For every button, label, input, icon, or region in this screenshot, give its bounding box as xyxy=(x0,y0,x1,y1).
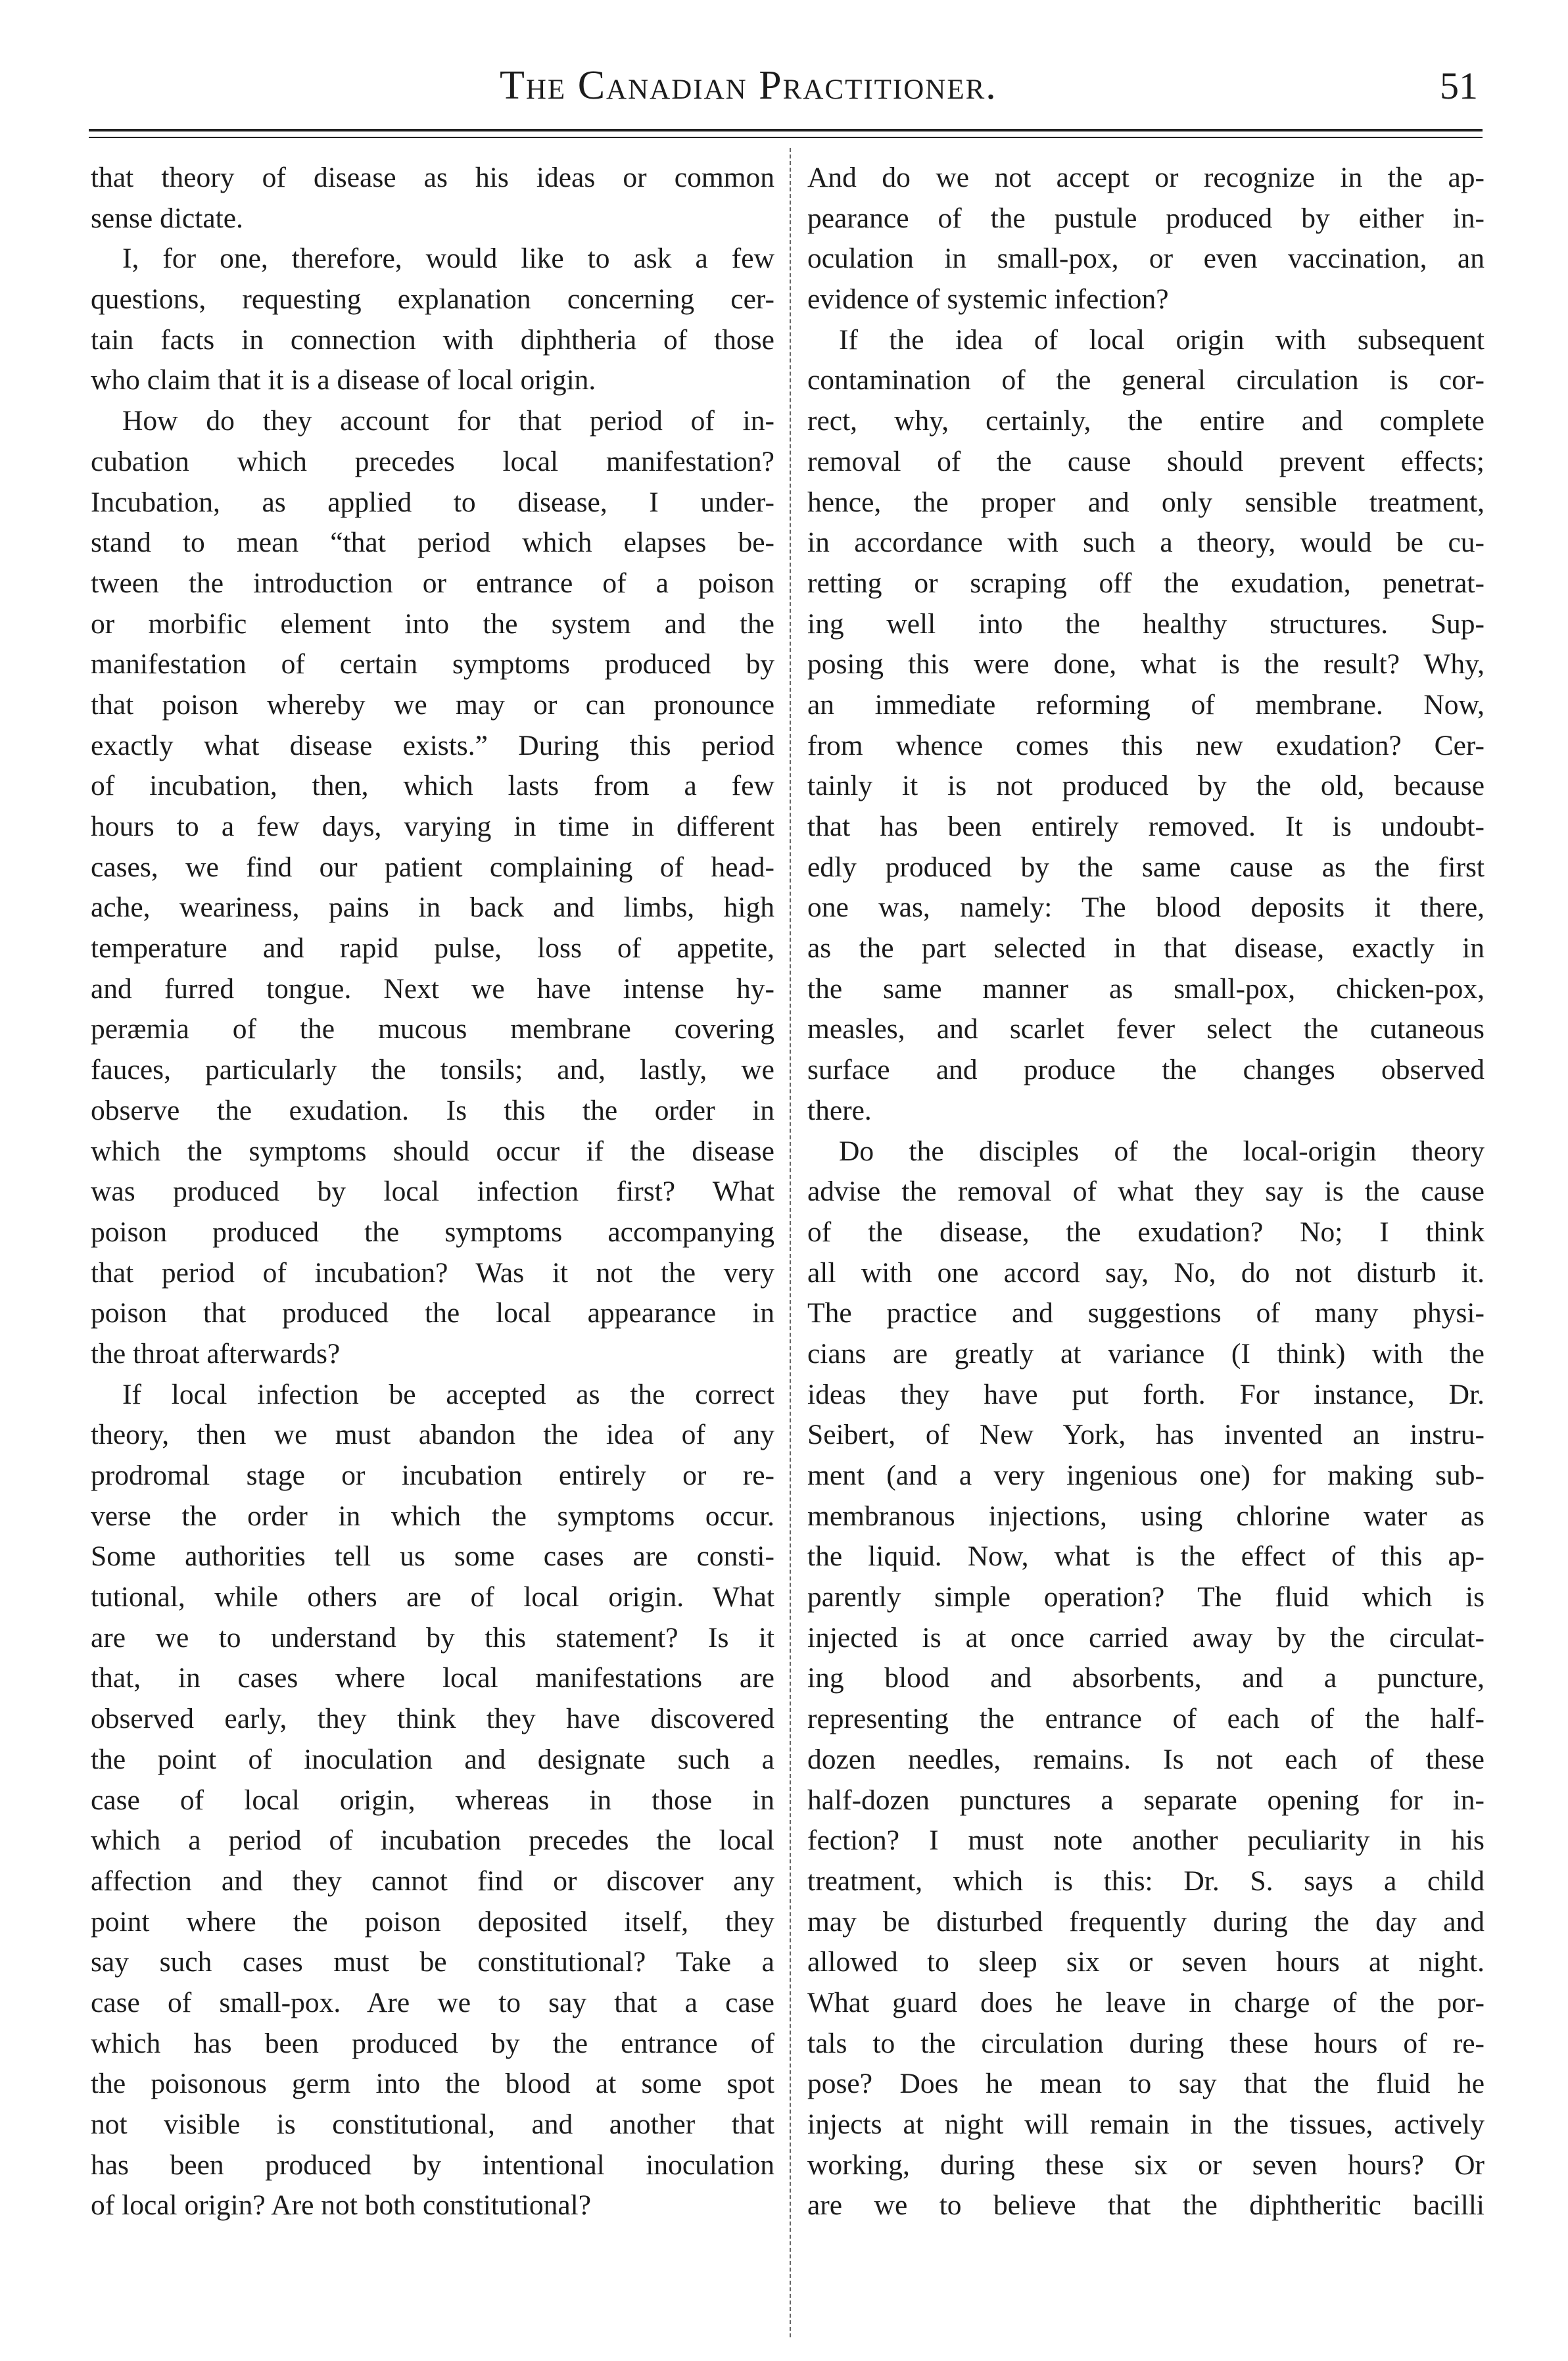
text-line: that, in cases where local manifestations are xyxy=(91,1662,774,1694)
text-line: which has been produced by the entrance of xyxy=(91,2027,774,2059)
text-line: verse the order in which the symptoms occur. xyxy=(91,1500,774,1532)
text-line: ing blood and absorbents, and a puncture, xyxy=(807,1662,1485,1694)
paragraph xyxy=(807,158,1485,320)
text-line: tainly it is not produced by the old, because xyxy=(807,770,1485,802)
text-line: and furred tongue. Next we have intense hy- xyxy=(91,972,774,1005)
text-line: as the part selected in that disease, exactly in xyxy=(807,932,1485,965)
left-column xyxy=(91,158,774,2226)
text-line: membranous injections, using chlorine water as xyxy=(807,1500,1485,1532)
text-line: the throat afterwards? xyxy=(91,1337,341,1370)
text-line: retting or scraping off the exudation, penetrat- xyxy=(807,567,1485,599)
text-line: was produced by local infection first? What xyxy=(91,1176,774,1208)
text-line: in accordance with such a theory, would be cu- xyxy=(807,527,1485,559)
text-line: which a period of incubation precedes the local xyxy=(91,1824,774,1857)
text-line: working, during these six or seven hours? Or xyxy=(807,2149,1485,2181)
text-line: that has been entirely removed. It is undoubt- xyxy=(807,811,1485,842)
text-line: the liquid. Now, what is the effect of this ap- xyxy=(807,1540,1485,1573)
text-line: not visible is constitutional, and another that xyxy=(91,2109,774,2140)
text-line: edly produced by the same cause as the first xyxy=(807,851,1485,883)
text-line: rect, why, certainly, the entire and complete xyxy=(807,405,1485,437)
text-line: pose? Does he mean to say that the fluid he xyxy=(807,2068,1485,2100)
text-line: Do the disciples of the local-origin theory xyxy=(839,1135,1485,1167)
text-line: tween the introduction or entrance of a poison xyxy=(91,567,774,599)
text-line: peræmia of the mucous membrane covering xyxy=(91,1013,774,1045)
text-line: advise the removal of what they say is the cause xyxy=(807,1176,1485,1208)
paragraph xyxy=(91,158,774,239)
text-line: from whence comes this new exudation? Cer- xyxy=(807,729,1485,761)
text-line: that period of incubation? Was it not the very xyxy=(91,1256,774,1289)
text-line: that poison whereby we may or can pronounce xyxy=(91,688,774,721)
text-line: Seibert, of New York, has invented an instru- xyxy=(807,1419,1485,1451)
text-line: questions, requesting explanation concerning cer- xyxy=(91,283,774,316)
page-number: 51 xyxy=(1440,64,1478,107)
text-line: injects at night will remain in the tissues, actively xyxy=(807,2109,1485,2140)
header-rule xyxy=(89,129,1483,131)
text-line: Some authorities tell us some cases are consti- xyxy=(91,1540,774,1573)
text-line: sense dictate. xyxy=(91,202,243,234)
text-line: What guard does he leave in charge of the por- xyxy=(807,1986,1485,2018)
text-line: observed early, they think they have discovered xyxy=(91,1703,774,1735)
text-line: which the symptoms should occur if the disease xyxy=(91,1135,774,1167)
text-line: there. xyxy=(807,1094,872,1126)
text-line: dozen needles, remains. Is not each of these xyxy=(807,1743,1485,1775)
text-line: are we to believe that the diphtheritic bacilli xyxy=(807,2189,1485,2222)
text-line: are we to understand by this statement? Is it xyxy=(91,1621,774,1654)
running-title: The Canadian Practitioner. xyxy=(500,63,997,108)
text-line: evidence of systemic infection? xyxy=(807,283,1169,316)
text-line: cians are greatly at variance (I think) with the xyxy=(807,1337,1485,1370)
text-line: tain facts in connection with diphtheria of those xyxy=(91,323,774,356)
text-line: surface and produce the changes observed xyxy=(807,1054,1485,1086)
text-line: or morbific element into the system and the xyxy=(91,608,774,640)
right-column xyxy=(807,158,1485,2226)
text-line: representing the entrance of each of the half- xyxy=(807,1703,1485,1735)
text-line: half-dozen punctures a separate opening for in- xyxy=(807,1784,1485,1816)
text-line: prodromal stage or incubation entirely or re- xyxy=(91,1460,774,1491)
paragraph xyxy=(91,401,774,1375)
text-line: cubation which precedes local manifestation? xyxy=(91,445,774,477)
text-line: hours to a few days, varying in time in different xyxy=(91,811,774,842)
text-line: who claim that it is a disease of local origin. xyxy=(91,364,596,396)
text-line: point where the poison deposited itself, they xyxy=(91,1905,774,1938)
text-line: of local origin? Are not both constitutional? xyxy=(91,2189,592,2222)
text-line: observe the exudation. Is this the order in xyxy=(91,1094,774,1126)
text-line: fection? I must note another peculiarity in his xyxy=(807,1824,1485,1857)
text-line: ing well into the healthy structures. Sup- xyxy=(807,608,1485,640)
text-line: posing this were done, what is the result? Why, xyxy=(807,648,1485,680)
text-line: parently simple operation? The fluid which is xyxy=(807,1581,1485,1613)
paragraph xyxy=(807,1132,1485,2227)
text-line: allowed to sleep six or seven hours at night. xyxy=(807,1946,1485,1978)
text-line: oculation in small-pox, or even vaccination, an xyxy=(807,243,1485,275)
text-line: injected is at once carried away by the circulat- xyxy=(807,1621,1485,1654)
text-line: fauces, particularly the tonsils; and, lastly, we xyxy=(91,1054,774,1086)
text-line: that theory of disease as his ideas or common xyxy=(91,162,774,193)
text-line: hence, the proper and only sensible treatment, xyxy=(807,486,1485,518)
paragraph xyxy=(91,239,774,401)
text-line: exactly what disease exists.” During this period xyxy=(91,729,774,761)
text-line: affection and they cannot find or discover any xyxy=(91,1865,774,1897)
text-line: theory, then we must abandon the idea of any xyxy=(91,1419,774,1451)
text-line: of the disease, the exudation? No; I think xyxy=(807,1216,1485,1248)
page-header xyxy=(0,62,1568,122)
text-line: The practice and suggestions of many physi- xyxy=(807,1297,1485,1329)
paragraph xyxy=(91,1375,774,2226)
text-line: measles, and scarlet fever select the cutaneous xyxy=(807,1013,1485,1045)
text-line: one was, namely: The blood deposits it there, xyxy=(807,892,1485,924)
text-line: case of small-pox. Are we to say that a case xyxy=(91,1986,774,2018)
text-line: may be disturbed frequently during the day and xyxy=(807,1905,1485,1938)
text-line: say such cases must be constitutional? Take a xyxy=(91,1946,774,1978)
text-line: tals to the circulation during these hours of re- xyxy=(807,2027,1485,2059)
column-divider xyxy=(790,148,791,2337)
text-line: pearance of the pustule produced by either in- xyxy=(807,202,1485,234)
text-line: has been produced by intentional inoculation xyxy=(91,2149,774,2181)
text-line: the same manner as small-pox, chicken-pox, xyxy=(807,972,1485,1005)
text-line: ache, weariness, pains in back and limbs, high xyxy=(91,892,774,924)
text-line: of incubation, then, which lasts from a few xyxy=(91,770,774,802)
text-line: If the idea of local origin with subsequent xyxy=(839,323,1485,356)
text-line: And do we not accept or recognize in the ap- xyxy=(807,162,1485,193)
text-line: If local infection be accepted as the correct xyxy=(122,1378,774,1410)
text-line: poison produced the symptoms accompanying xyxy=(91,1216,774,1248)
text-line: all with one accord say, No, do not disturb it. xyxy=(807,1256,1485,1289)
paragraph xyxy=(807,320,1485,1132)
text-line: stand to mean “that period which elapses be- xyxy=(91,527,774,559)
text-line: temperature and rapid pulse, loss of appetite, xyxy=(91,932,774,965)
text-line: contamination of the general circulation is cor- xyxy=(807,364,1485,396)
text-line: cases, we find our patient complaining of head- xyxy=(91,851,774,883)
text-line: manifestation of certain symptoms produced by xyxy=(91,648,774,680)
text-line: case of local origin, whereas in those in xyxy=(91,1784,774,1816)
text-line: treatment, which is this: Dr. S. says a child xyxy=(807,1865,1485,1897)
text-line: poison that produced the local appearance in xyxy=(91,1297,774,1329)
text-line: ideas they have put forth. For instance, Dr. xyxy=(807,1378,1485,1410)
text-line: the point of inoculation and designate such a xyxy=(91,1743,774,1775)
header-rule xyxy=(89,137,1483,138)
text-line: How do they account for that period of in- xyxy=(122,405,774,437)
text-line: an immediate reforming of membrane. Now, xyxy=(807,688,1485,721)
text-line: ment (and a very ingenious one) for making sub- xyxy=(807,1460,1485,1491)
text-line: I, for one, therefore, would like to ask a few xyxy=(122,243,774,275)
text-line: Incubation, as applied to disease, I under- xyxy=(91,486,774,518)
text-line: the poisonous germ into the blood at some spot xyxy=(91,2068,774,2100)
text-line: removal of the cause should prevent effects; xyxy=(807,445,1485,477)
text-line: tutional, while others are of local origin. What xyxy=(91,1581,774,1613)
